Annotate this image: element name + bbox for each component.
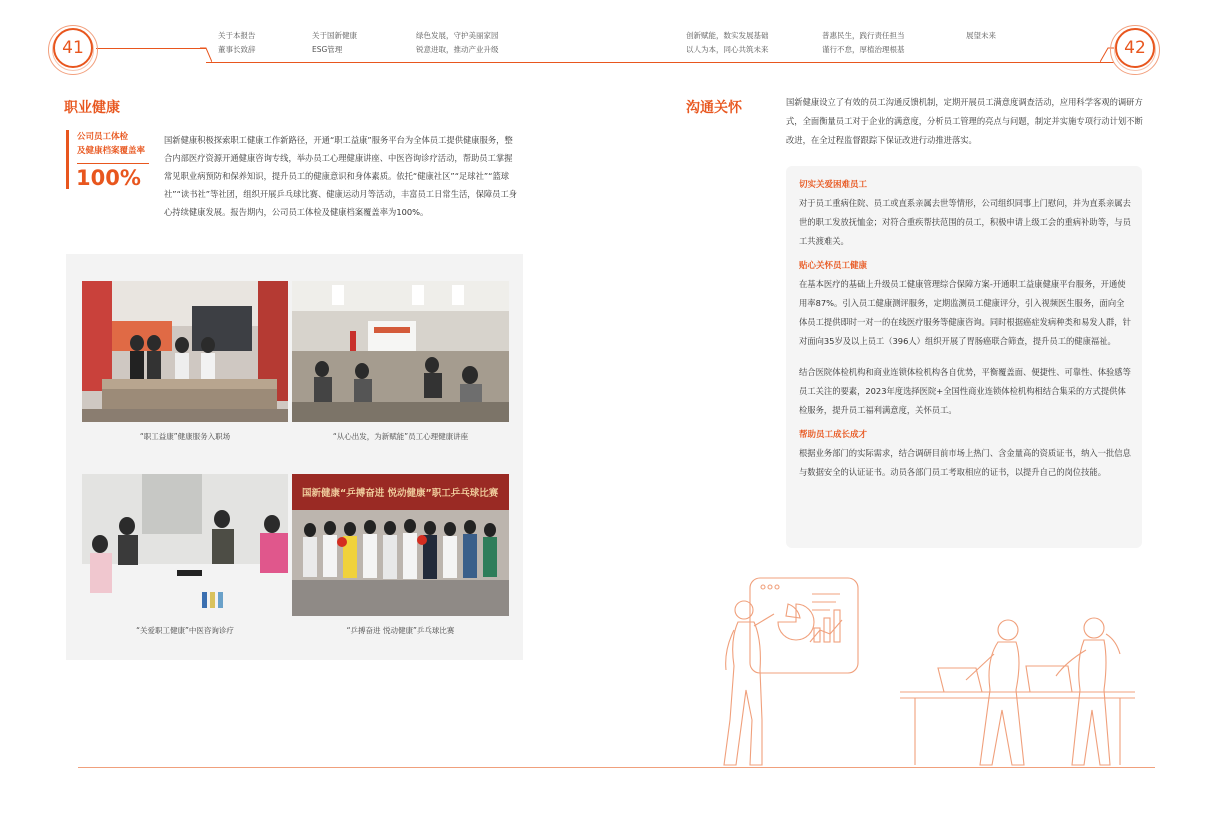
photo-psych-lecture [292,281,509,422]
nav-item-innovation[interactable] [686,29,769,57]
care-block-title: 贴心关怀员工健康 [799,261,868,271]
care-block-title: 切实关爱困难员工 [799,180,868,190]
care-card-content [799,176,1131,488]
occupational-health-intro: 国新健康积极探索职工健康工作新路径，开通“职工益康”服务平台为全体员工提供健康服务，整合内部医疗资源开通健康咨询专线，举办员工心理健康讲座、中医咨询诊疗活动，帮助员工掌握常见职业病预防和保养知识，提升员工的健康意识和身体素质。依托“健康社区”“足球社”“篮球社”“读书社”等社团，组织开展乒乓球比赛、健康运动月等活动，丰富员工日常生活，保障员工身心持续健康发展。报告期内，公司员工体检及健康档案覆盖率为100%。 [164,135,518,217]
photo-onsite-service-image [82,281,288,422]
care-block-text: 对于员工重病住院、员工或直系亲属去世等情形，公司组织同事上门慰问，并为直系亲属去世的职工发放抚恤金；对符合重疾帮扶范围的员工，积极申请上级工会的重病补助等，与员工共渡难关。 [799,198,1131,246]
photo-onsite-service [82,281,288,422]
caption-psych-lecture: “从心出发，为新赋能”员工心理健康讲座 [332,432,469,441]
photo-psych-lecture-image [292,281,509,422]
nav-item-green[interactable] [416,29,499,57]
communication-intro: 国新健康设立了有效的员工沟通反馈机制，定期开展员工满意度调查活动，应用科学客观的调研方式，全面衡量员工对于企业的满意度，分析员工管理的亮点与问题，制定并实施专项行动计划不断改进，在全过程监督跟踪下保证改进行动推进落实。 [786,97,1143,145]
section-title-occupational-health: 职业健康 [64,100,120,116]
nav-link[interactable]: 谨行不怠，厚植治理根基 [822,45,905,54]
page-number-right: 42 [1115,28,1155,68]
care-block-text: 结合医院体检机构和商业连锁体检机构各自优势，平衡覆盖面、便捷性、可靠性、体验感等员工关注的要素，2023年度选择医院+全国性商业连锁体检机构相结合集采的方式提供体检服务，提升员工福利满意度，关怀员工。 [799,367,1131,415]
header-rule-mid [206,62,1114,63]
stat-accent-bar [66,130,69,189]
photo-tcm-consult-image [82,474,288,616]
nav-link[interactable]: 以人为本，同心共筑未来 [686,45,769,54]
care-block-title: 帮助员工成长成才 [799,430,868,440]
stat-label-line: 公司员工体检 [77,132,129,142]
nav-link[interactable]: 董事长致辞 [218,45,256,54]
stat-value: 100% [76,166,141,190]
nav-link[interactable]: 展望未来 [966,31,996,40]
stat-divider [77,163,149,164]
nav-link[interactable]: 普惠民生，践行责任担当 [822,31,905,40]
stat-label-line: 及健康档案覆盖率 [77,146,146,156]
care-block-text: 在基本医疗的基础上升级员工健康管理综合保障方案-开通职工益康健康平台服务，开通使用率87%。引入员工健康测评服务，定期监测员工健康评分，引入视频医生服务，面向全体员工提供即时一对一的在线医疗服务等健康咨询。同时根据癌症发病种类和易发人群，针对面向35岁及以上员工（396人）组织开展了胃肠癌联合筛查，提升员工的健康福祉。 [799,279,1131,346]
nav-link[interactable]: 关于本报告 [218,31,256,40]
photo-table-tennis-banner: 国新健康“乒搏奋进 悦动健康”职工乒乓球比赛 [302,488,499,499]
care-card [786,166,1142,548]
office-illustration [690,570,1160,775]
caption-onsite-service: “职工益康”健康服务入职场 [139,432,231,441]
nav-item-outlook[interactable] [966,29,996,43]
photo-tcm-consult [82,474,288,616]
header-rule-left [96,48,206,49]
stat-label [77,130,145,158]
nav-link[interactable]: 创新赋能，数实发展基础 [686,31,769,40]
photo-table-tennis [292,474,509,616]
caption-tcm-consult: “关爱职工健康”中医咨询诊疗 [136,626,234,635]
nav-link[interactable]: 关于国新健康 [312,31,357,40]
nav-item-about[interactable] [312,29,357,57]
nav-link[interactable]: ESG管理 [312,45,343,54]
caption-table-tennis: “乒搏奋进 悦动健康”乒乓球比赛 [346,626,455,635]
nav-link[interactable]: 绿色发展，守护美丽家园 [416,31,499,40]
care-block-text: 根据业务部门的实际需求，结合调研目前市场上热门、含金量高的资质证书，纳入一批信息与数据安全的认证证书。动员各部门员工考取相应的证书，以提升自己的岗位技能。 [799,448,1131,477]
page-number-left: 41 [53,28,93,68]
section-title-communication-care: 沟通关怀 [686,100,742,116]
nav-item-report[interactable] [218,29,256,57]
nav-item-welfare[interactable] [822,29,905,57]
footer-rule [78,767,1155,768]
nav-link[interactable]: 锐意进取，推动产业升级 [416,45,499,54]
header-rule-bend [200,46,212,64]
